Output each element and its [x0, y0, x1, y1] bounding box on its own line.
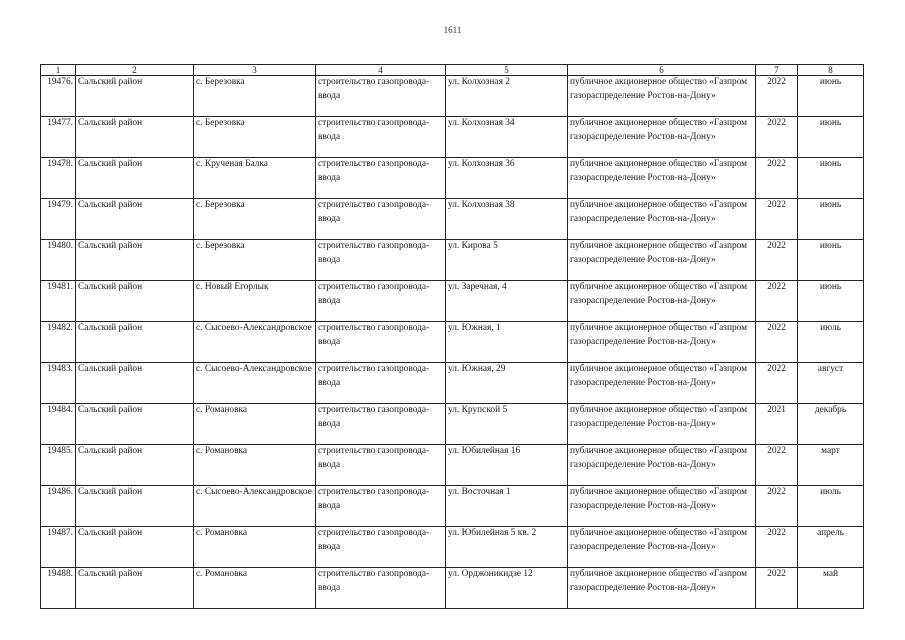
table-row [41, 527, 864, 568]
year-cell: 2022 [756, 527, 798, 568]
address-cell: ул. Колхозная 34 [446, 117, 568, 158]
month-cell: август [798, 363, 864, 404]
row-number: 19483. [41, 363, 76, 404]
column-header: 6 [568, 65, 756, 76]
settlement-cell: с. Романовка [194, 445, 316, 486]
column-number-row [41, 65, 864, 76]
organization-cell: публичное акционерное общество «Газпром газораспределение Ростов-на-Дону» [568, 117, 756, 158]
table-row [41, 76, 864, 117]
table-row [41, 199, 864, 240]
row-number: 19479. [41, 199, 76, 240]
work-type-cell: строительство газопровода-ввода [316, 404, 446, 445]
district-cell: Сальский район [76, 199, 194, 240]
district-cell: Сальский район [76, 117, 194, 158]
district-cell: Сальский район [76, 486, 194, 527]
row-number: 19476. [41, 76, 76, 117]
district-cell: Сальский район [76, 527, 194, 568]
table-row [41, 240, 864, 281]
organization-cell: публичное акционерное общество «Газпром газораспределение Ростов-на-Дону» [568, 363, 756, 404]
register-table [40, 64, 864, 609]
row-number: 19477. [41, 117, 76, 158]
settlement-cell: с. Березовка [194, 117, 316, 158]
table-row [41, 568, 864, 609]
organization-cell: публичное акционерное общество «Газпром газораспределение Ростов-на-Дону» [568, 199, 756, 240]
organization-cell: публичное акционерное общество «Газпром газораспределение Ростов-на-Дону» [568, 158, 756, 199]
address-cell: ул. Колхозная 36 [446, 158, 568, 199]
address-cell: ул. Юбилейная 16 [446, 445, 568, 486]
work-type-cell: строительство газопровода-ввода [316, 486, 446, 527]
settlement-cell: с. Новый Егорлык [194, 281, 316, 322]
address-cell: ул. Колхозная 2 [446, 76, 568, 117]
table-row [41, 404, 864, 445]
table-row [41, 363, 864, 404]
organization-cell: публичное акционерное общество «Газпром газораспределение Ростов-на-Дону» [568, 445, 756, 486]
month-cell: июнь [798, 117, 864, 158]
organization-cell: публичное акционерное общество «Газпром газораспределение Ростов-на-Дону» [568, 568, 756, 609]
settlement-cell: с. Сысоево-Александровское [194, 363, 316, 404]
row-number: 19478. [41, 158, 76, 199]
column-header: 3 [194, 65, 316, 76]
year-cell: 2022 [756, 240, 798, 281]
month-cell: март [798, 445, 864, 486]
district-cell: Сальский район [76, 404, 194, 445]
month-cell: июнь [798, 281, 864, 322]
year-cell: 2022 [756, 322, 798, 363]
settlement-cell: с. Сысоево-Александровское [194, 322, 316, 363]
settlement-cell: с. Крученая Балка [194, 158, 316, 199]
work-type-cell: строительство газопровода-ввода [316, 76, 446, 117]
settlement-cell: с. Березовка [194, 199, 316, 240]
work-type-cell: строительство газопровода-ввода [316, 363, 446, 404]
work-type-cell: строительство газопровода-ввода [316, 322, 446, 363]
row-number: 19484. [41, 404, 76, 445]
column-header: 4 [316, 65, 446, 76]
organization-cell: публичное акционерное общество «Газпром газораспределение Ростов-на-Дону» [568, 76, 756, 117]
year-cell: 2022 [756, 76, 798, 117]
address-cell: ул. Кирова 5 [446, 240, 568, 281]
table-row [41, 281, 864, 322]
year-cell: 2021 [756, 404, 798, 445]
row-number: 19485. [41, 445, 76, 486]
district-cell: Сальский район [76, 158, 194, 199]
row-number: 19486. [41, 486, 76, 527]
table-row [41, 445, 864, 486]
address-cell: ул. Юбилейная 5 кв. 2 [446, 527, 568, 568]
column-header: 8 [798, 65, 864, 76]
address-cell: ул. Орджоникидзе 12 [446, 568, 568, 609]
settlement-cell: с. Березовка [194, 76, 316, 117]
month-cell: июль [798, 486, 864, 527]
table-row [41, 486, 864, 527]
organization-cell: публичное акционерное общество «Газпром газораспределение Ростов-на-Дону» [568, 281, 756, 322]
organization-cell: публичное акционерное общество «Газпром газораспределение Ростов-на-Дону» [568, 322, 756, 363]
work-type-cell: строительство газопровода-ввода [316, 240, 446, 281]
work-type-cell: строительство газопровода-ввода [316, 568, 446, 609]
address-cell: ул. Восточная 1 [446, 486, 568, 527]
settlement-cell: с. Романовка [194, 568, 316, 609]
district-cell: Сальский район [76, 240, 194, 281]
month-cell: июнь [798, 76, 864, 117]
year-cell: 2022 [756, 568, 798, 609]
address-cell: ул. Колхозная 38 [446, 199, 568, 240]
work-type-cell: строительство газопровода-ввода [316, 158, 446, 199]
month-cell: июль [798, 322, 864, 363]
work-type-cell: строительство газопровода-ввода [316, 527, 446, 568]
month-cell: май [798, 568, 864, 609]
year-cell: 2022 [756, 117, 798, 158]
column-header: 5 [446, 65, 568, 76]
table-row [41, 117, 864, 158]
address-cell: ул. Южная, 1 [446, 322, 568, 363]
district-cell: Сальский район [76, 568, 194, 609]
work-type-cell: строительство газопровода-ввода [316, 281, 446, 322]
address-cell: ул. Крупской 5 [446, 404, 568, 445]
address-cell: ул. Заречная, 4 [446, 281, 568, 322]
settlement-cell: с. Сысоево-Александровское [194, 486, 316, 527]
year-cell: 2022 [756, 363, 798, 404]
work-type-cell: строительство газопровода-ввода [316, 445, 446, 486]
year-cell: 2022 [756, 199, 798, 240]
table-row [41, 158, 864, 199]
organization-cell: публичное акционерное общество «Газпром газораспределение Ростов-на-Дону» [568, 527, 756, 568]
row-number: 19481. [41, 281, 76, 322]
column-header: 7 [756, 65, 798, 76]
month-cell: апрель [798, 527, 864, 568]
row-number: 19480. [41, 240, 76, 281]
month-cell: июнь [798, 240, 864, 281]
year-cell: 2022 [756, 486, 798, 527]
district-cell: Сальский район [76, 363, 194, 404]
table-row [41, 322, 864, 363]
work-type-cell: строительство газопровода-ввода [316, 117, 446, 158]
month-cell: декабрь [798, 404, 864, 445]
year-cell: 2022 [756, 158, 798, 199]
page-number: 1611 [443, 25, 462, 35]
column-header: 1 [41, 65, 76, 76]
year-cell: 2022 [756, 445, 798, 486]
district-cell: Сальский район [76, 281, 194, 322]
organization-cell: публичное акционерное общество «Газпром газораспределение Ростов-на-Дону» [568, 240, 756, 281]
district-cell: Сальский район [76, 76, 194, 117]
row-number: 19488. [41, 568, 76, 609]
row-number: 19482. [41, 322, 76, 363]
month-cell: июнь [798, 199, 864, 240]
settlement-cell: с. Романовка [194, 404, 316, 445]
organization-cell: публичное акционерное общество «Газпром газораспределение Ростов-на-Дону» [568, 404, 756, 445]
district-cell: Сальский район [76, 322, 194, 363]
organization-cell: публичное акционерное общество «Газпром газораспределение Ростов-на-Дону» [568, 486, 756, 527]
settlement-cell: с. Романовка [194, 527, 316, 568]
column-header: 2 [76, 65, 194, 76]
work-type-cell: строительство газопровода-ввода [316, 199, 446, 240]
district-cell: Сальский район [76, 445, 194, 486]
address-cell: ул. Южная, 29 [446, 363, 568, 404]
year-cell: 2022 [756, 281, 798, 322]
row-number: 19487. [41, 527, 76, 568]
settlement-cell: с. Березовка [194, 240, 316, 281]
month-cell: июнь [798, 158, 864, 199]
